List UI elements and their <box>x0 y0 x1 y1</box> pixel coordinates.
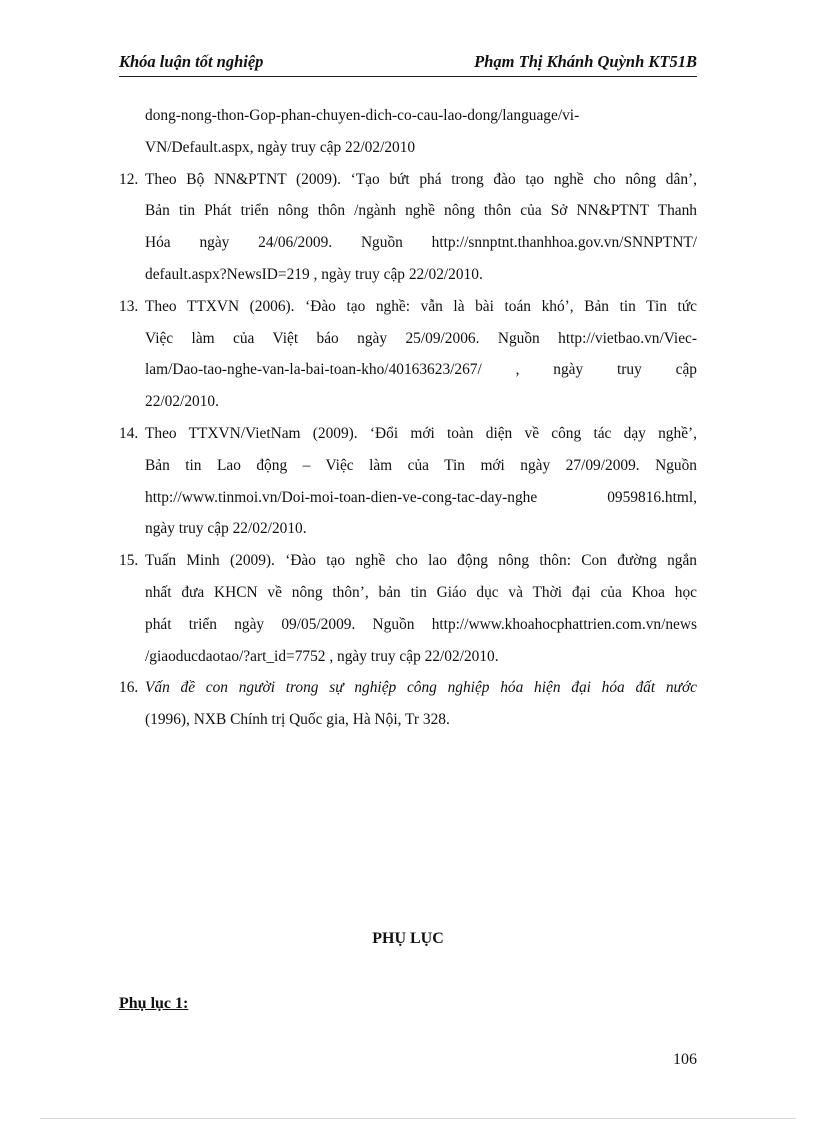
appendix-1-heading: Phụ lục 1: <box>119 995 189 1012</box>
ref-line: Việc làm của Việt báo ngày 25/09/2006. Nguồn http://vietbao.vn/Viec- <box>145 329 697 347</box>
ref-line: http://www.tinmoi.vn/Doi-moi-toan-dien-ve-cong-tac-day-nghe 0959816.html, <box>145 488 697 506</box>
reference-book-title: Vấn đề con người trong sự nghiệp công nghiệp hóa hiện đại hóa đất nước <box>145 679 697 697</box>
ref-line: Theo Bộ NN&PTNT (2009). ‘Tạo bứt phá trong đào tạo nghề cho nông dân’, <box>145 170 697 188</box>
reference-continuation <box>119 100 697 164</box>
reference-item-13 <box>119 291 697 418</box>
header-thesis-title: Khóa luận tốt nghiệp <box>119 52 264 71</box>
ref-line: VN/Default.aspx, ngày truy cập 22/02/2010 <box>145 138 416 156</box>
page-number: 106 <box>673 1051 697 1068</box>
ref-line: lam/Dao-tao-nghe-van-la-bai-toan-kho/40163623/267/ , ngày truy cập <box>145 361 697 379</box>
reference-item-14 <box>119 418 697 545</box>
header-author: Phạm Thị Khánh Quỳnh KT51B <box>474 52 697 71</box>
ref-line: nhất đưa KHCN về nông thôn’, bản tin Giáo dục và Thời đại của Khoa học <box>145 583 697 601</box>
ref-line: Theo TTXVN (2006). ‘Đào tạo nghề: vẫn là bài toán khó’, Bản tin Tin tức <box>145 297 697 315</box>
appendix-heading: PHỤ LỤC <box>372 930 444 947</box>
ref-line: Tuấn Minh (2009). ‘Đào tạo nghề cho lao động nông thôn: Con đường ngắn <box>145 552 697 570</box>
reference-number: 16. <box>119 679 139 697</box>
ref-line: dong-nong-thon-Gop-phan-chuyen-dich-co-cau-lao-dong/language/vi- <box>145 107 580 124</box>
ref-line: /giaoducdaotao/?art_id=7752 , ngày truy cập 22/02/2010. <box>145 647 499 665</box>
reference-number: 15. <box>119 552 139 570</box>
reference-number: 13. <box>119 297 139 315</box>
ref-line: (1996), NXB Chính trị Quốc gia, Hà Nội, Tr 328. <box>145 711 450 729</box>
reference-item-12 <box>119 164 697 291</box>
ref-line: 22/02/2010. <box>145 393 219 411</box>
ref-line: Bản tin Phát triển nông thôn /ngành nghề nông thôn của Sở NN&PTNT Thanh <box>145 202 697 220</box>
reference-number: 14. <box>119 424 139 442</box>
ref-line: Theo TTXVN/VietNam (2009). ‘Đổi mới toàn diện về công tác dạy nghề’, <box>145 424 697 442</box>
ref-line: phát triển ngày 09/05/2009. Nguồn http://www.khoahocphattrien.com.vn/news <box>145 615 697 633</box>
ref-line: ngày truy cập 22/02/2010. <box>145 520 307 538</box>
ref-line: Bản tin Lao động – Việc làm của Tin mới ngày 27/09/2009. Nguồn <box>145 456 697 474</box>
page-header <box>119 52 697 77</box>
reference-number: 12. <box>119 170 139 188</box>
reference-item-15 <box>119 545 697 672</box>
reference-item-16 <box>119 672 697 736</box>
ref-line: default.aspx?NewsID=219 , ngày truy cập 22/02/2010. <box>145 265 483 283</box>
ref-line: Hóa ngày 24/06/2009. Nguồn http://snnptnt.thanhhoa.gov.vn/SNNPTNT/ <box>145 234 697 252</box>
page-bottom-edge <box>40 1118 796 1119</box>
reference-list <box>119 100 697 736</box>
